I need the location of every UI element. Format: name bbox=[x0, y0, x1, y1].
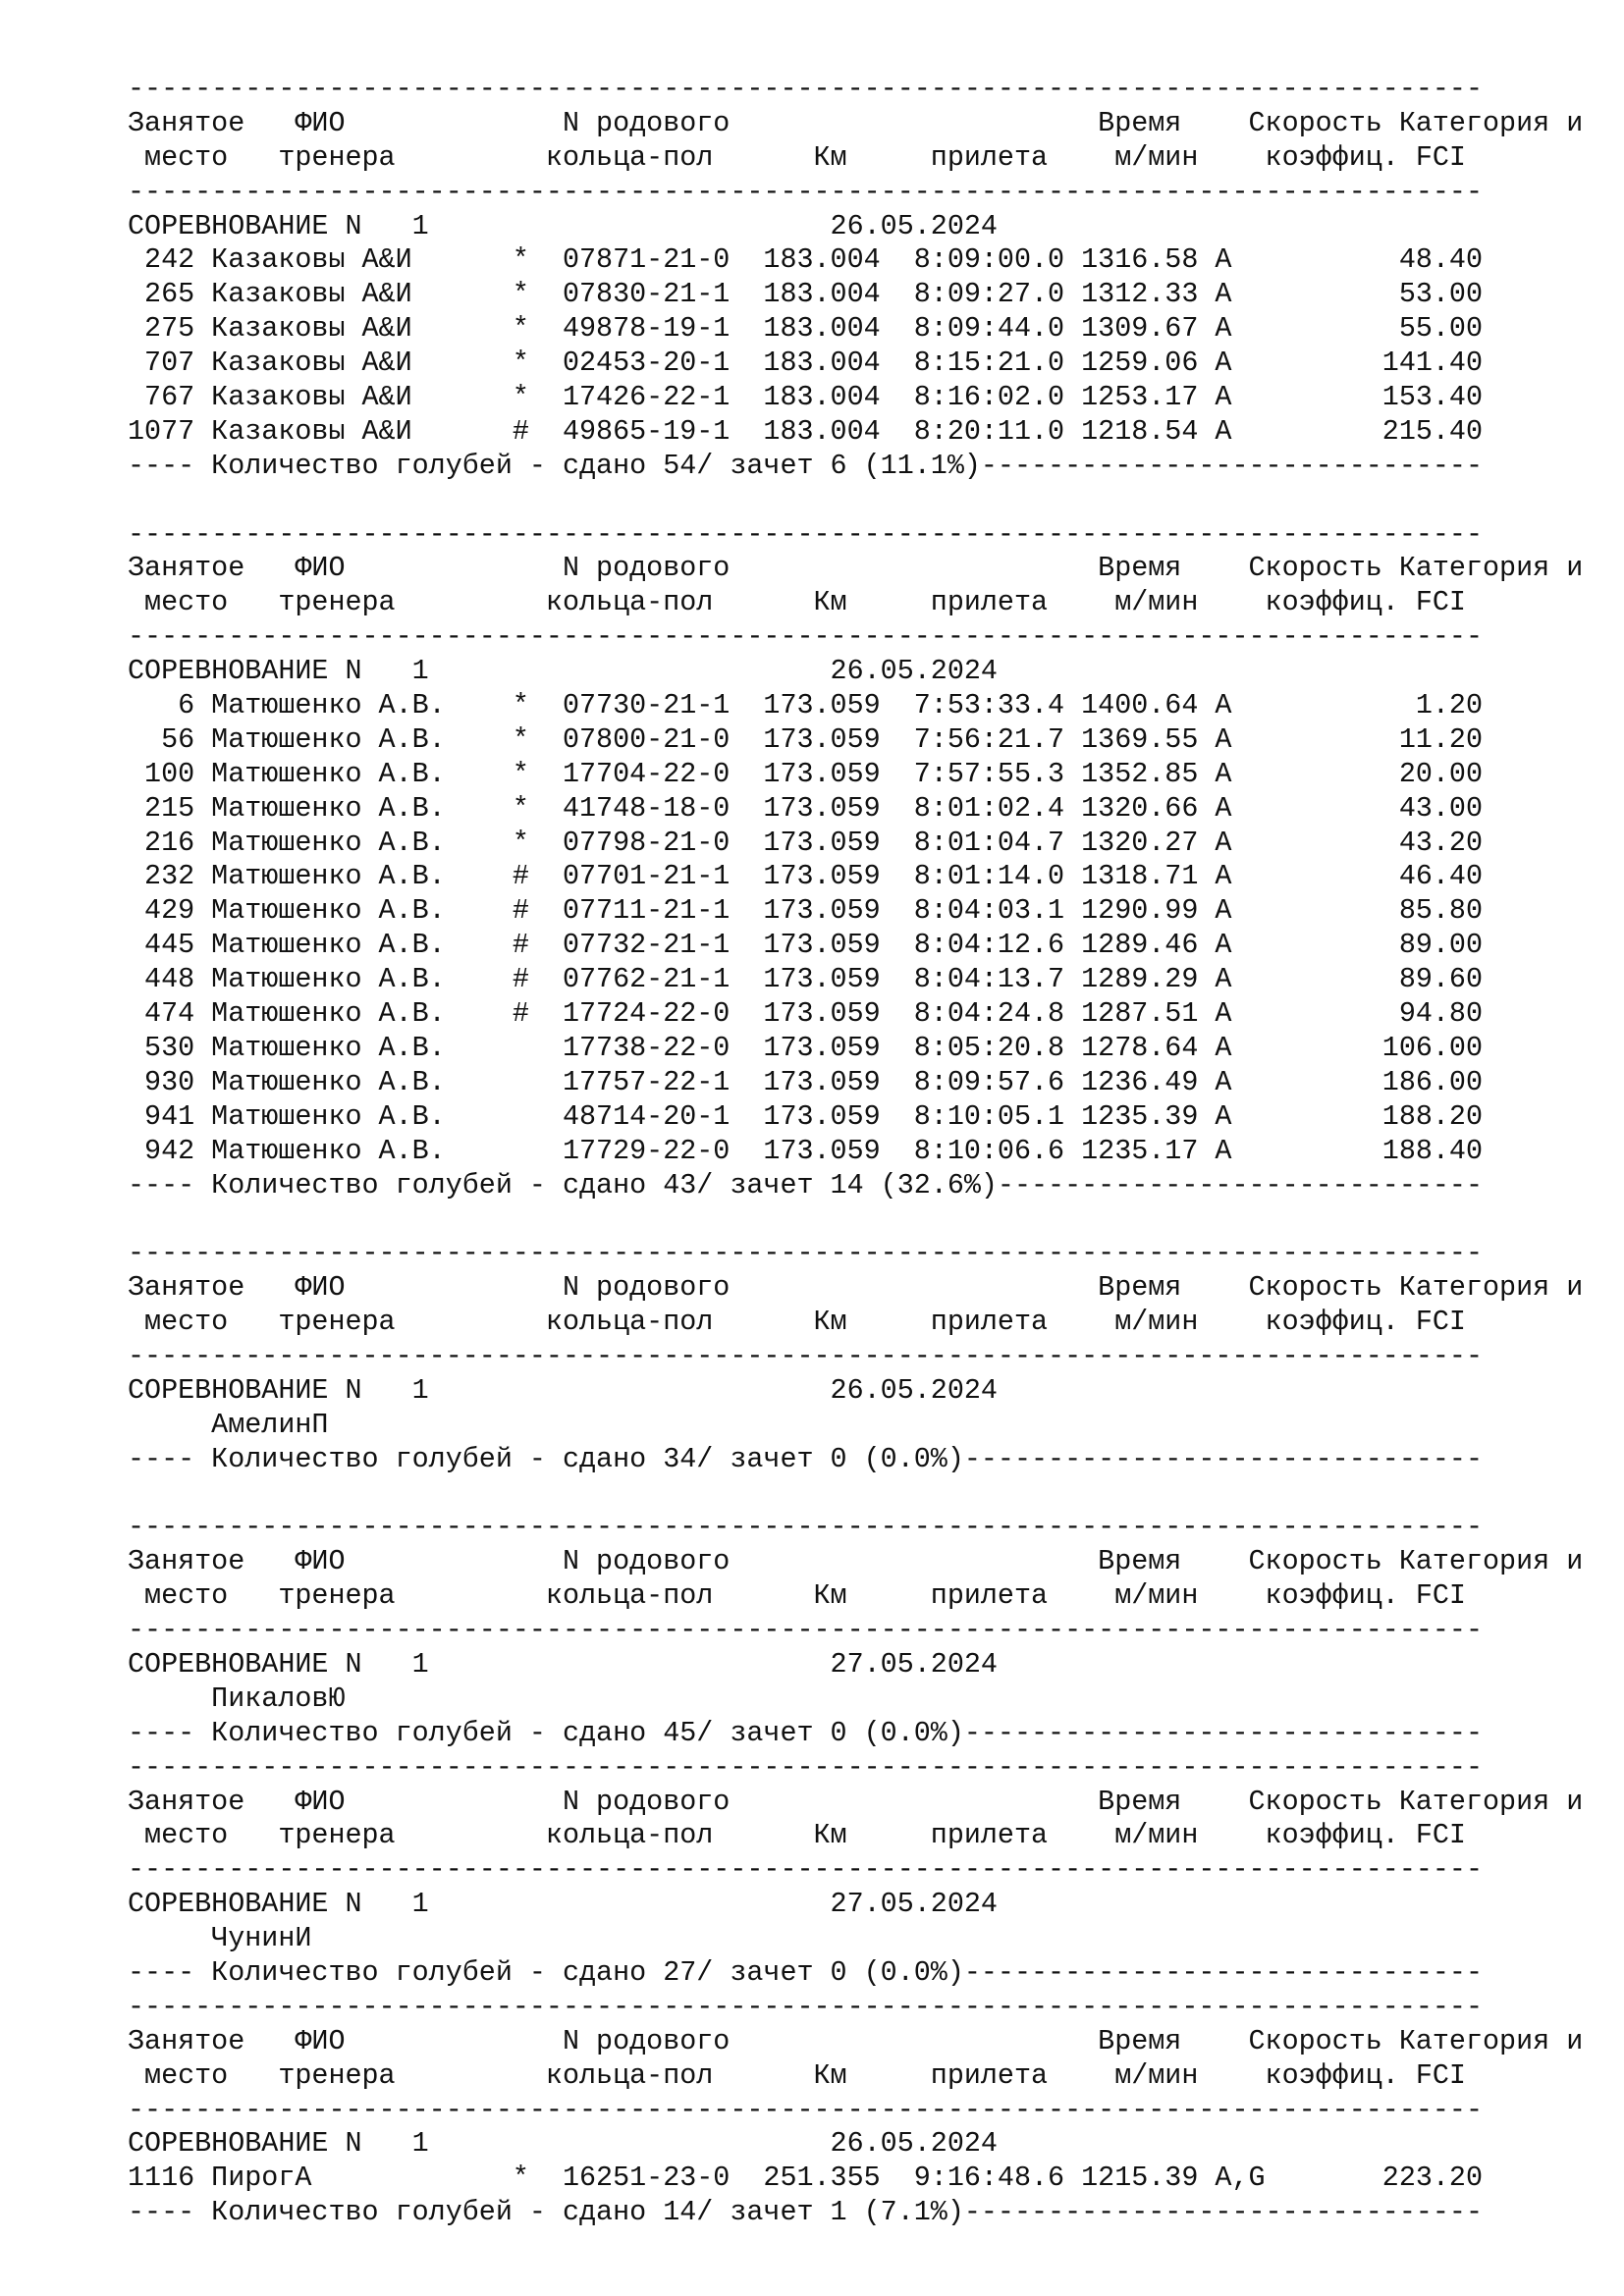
table-row: 707 Казаковы А&И * 02453-20-1 183.004 8:15:21.0 1259.06 A 141.40 bbox=[128, 347, 1484, 380]
header-rule: --------------------------------------------------------------------------------- bbox=[128, 517, 1484, 551]
header-rule: --------------------------------------------------------------------------------- bbox=[128, 1339, 1484, 1372]
header-rule: --------------------------------------------------------------------------------- bbox=[128, 2093, 1484, 2126]
competition-line: СОРЕВНОВАНИЕ N 1 26.05.2024 bbox=[128, 209, 998, 242]
column-headers-row-2: место тренера кольца-пол Км прилета м/мин коэффиц. FCI bbox=[128, 586, 1466, 619]
table-row: 941 Матюшенко А.В. 48714-20-1 173.059 8:10:05.1 1235.39 A 188.20 bbox=[128, 1099, 1484, 1133]
header-rule: --------------------------------------------------------------------------------- bbox=[128, 620, 1484, 654]
result-section bbox=[128, 518, 1600, 1203]
table-row: 275 Казаковы А&И * 49878-19-1 183.004 8:09:44.0 1309.67 A 55.00 bbox=[128, 312, 1484, 346]
table-row: 448 Матюшенко А.В. # 07762-21-1 173.059 8:04:13.7 1289.29 A 89.60 bbox=[128, 963, 1484, 996]
column-headers-row-2: место тренера кольца-пол Км прилета м/мин коэффиц. FCI bbox=[128, 1579, 1466, 1613]
table-row: 242 Казаковы А&И * 07871-21-0 183.004 8:09:00.0 1316.58 A 48.40 bbox=[128, 243, 1484, 277]
table-row: 215 Матюшенко А.В. * 41748-18-0 173.059 8:01:02.4 1320.66 A 43.00 bbox=[128, 791, 1484, 825]
column-headers-row-2: место тренера кольца-пол Км прилета м/мин коэффиц. FCI bbox=[128, 1306, 1466, 1339]
owner-name: ЧунинИ bbox=[128, 1922, 312, 1955]
column-headers-row-2: место тренера кольца-пол Км прилета м/мин коэффиц. FCI bbox=[128, 1819, 1466, 1852]
table-row: 429 Матюшенко А.В. # 07711-21-1 173.059 8:04:03.1 1290.99 A 85.80 bbox=[128, 894, 1484, 928]
summary-line: ---- Количество голубей - сдано 27/ зачет 0 (0.0%)------------------------------- bbox=[128, 1955, 1484, 1989]
result-section bbox=[128, 1237, 1600, 1476]
table-row: 474 Матюшенко А.В. # 17724-22-0 173.059 8:04:24.8 1287.51 A 94.80 bbox=[128, 997, 1484, 1031]
table-row: 6 Матюшенко А.В. * 07730-21-1 173.059 7:53:33.4 1400.64 A 1.20 bbox=[128, 689, 1484, 722]
table-row: 216 Матюшенко А.В. * 07798-21-0 173.059 8:01:04.7 1320.27 A 43.20 bbox=[128, 826, 1484, 859]
owner-name: АмелинП bbox=[128, 1408, 329, 1441]
competition-line: СОРЕВНОВАНИЕ N 1 26.05.2024 bbox=[128, 2127, 998, 2161]
header-rule: --------------------------------------------------------------------------------- bbox=[128, 73, 1484, 105]
header-rule: --------------------------------------------------------------------------------- bbox=[128, 1237, 1484, 1270]
summary-line: ---- Количество голубей - сдано 54/ зачет 6 (11.1%)------------------------------ bbox=[128, 449, 1484, 482]
table-row: 1077 Казаковы А&И # 49865-19-1 183.004 8:20:11.0 1218.54 A 215.40 bbox=[128, 414, 1484, 448]
result-section bbox=[128, 1751, 1600, 1991]
table-row: 530 Матюшенко А.В. 17738-22-0 173.059 8:05:20.8 1278.64 A 106.00 bbox=[128, 1031, 1484, 1064]
result-section bbox=[128, 73, 1600, 484]
header-rule: --------------------------------------------------------------------------------- bbox=[128, 1750, 1484, 1784]
table-row: 232 Матюшенко А.В. # 07701-21-1 173.059 8:01:14.0 1318.71 A 46.40 bbox=[128, 860, 1484, 893]
header-rule: --------------------------------------------------------------------------------- bbox=[128, 1990, 1484, 2023]
column-headers-row-1: Занятое ФИО N родового Время Скорость Категория и bbox=[128, 2024, 1584, 2057]
competition-line: СОРЕВНОВАНИЕ N 1 27.05.2024 bbox=[128, 1888, 998, 1921]
header-rule: --------------------------------------------------------------------------------- bbox=[128, 1853, 1484, 1887]
column-headers-row-1: Занятое ФИО N родового Время Скорость Категория и bbox=[128, 552, 1584, 585]
competition-line: СОРЕВНОВАНИЕ N 1 27.05.2024 bbox=[128, 1647, 998, 1681]
table-row: 767 Казаковы А&И * 17426-22-1 183.004 8:16:02.0 1253.17 A 153.40 bbox=[128, 381, 1484, 414]
summary-line: ---- Количество голубей - сдано 14/ зачет 1 (7.1%)------------------------------- bbox=[128, 2196, 1484, 2229]
table-row: 942 Матюшенко А.В. 17729-22-0 173.059 8:10:06.6 1235.17 A 188.40 bbox=[128, 1134, 1484, 1167]
summary-line: ---- Количество голубей - сдано 43/ зачет 14 (32.6%)----------------------------- bbox=[128, 1168, 1484, 1201]
header-rule: --------------------------------------------------------------------------------- bbox=[128, 175, 1484, 208]
table-row: 445 Матюшенко А.В. # 07732-21-1 173.059 8:04:12.6 1289.46 A 89.00 bbox=[128, 929, 1484, 962]
column-headers-row-1: Занятое ФИО N родового Время Скорость Категория и bbox=[128, 1785, 1584, 1818]
table-row: 56 Матюшенко А.В. * 07800-21-0 173.059 7:56:21.7 1369.55 A 11.20 bbox=[128, 722, 1484, 756]
table-row: 100 Матюшенко А.В. * 17704-22-0 173.059 7:57:55.3 1352.85 A 20.00 bbox=[128, 757, 1484, 790]
column-headers-row-1: Занятое ФИО N родового Время Скорость Категория и bbox=[128, 106, 1584, 139]
owner-name: ПикаловЮ bbox=[128, 1682, 346, 1715]
table-row: 930 Матюшенко А.В. 17757-22-1 173.059 8:09:57.6 1236.49 A 186.00 bbox=[128, 1065, 1484, 1098]
column-headers-row-2: место тренера кольца-пол Км прилета м/мин коэффиц. FCI bbox=[128, 2058, 1466, 2092]
competition-line: СОРЕВНОВАНИЕ N 1 26.05.2024 bbox=[128, 655, 998, 688]
column-headers-row-2: место тренера кольца-пол Км прилета м/мин коэффиц. FCI bbox=[128, 140, 1466, 174]
competition-line: СОРЕВНОВАНИЕ N 1 26.05.2024 bbox=[128, 1373, 998, 1407]
summary-line: ---- Количество голубей - сдано 45/ зачет 0 (0.0%)------------------------------- bbox=[128, 1716, 1484, 1749]
result-section bbox=[128, 1991, 1600, 2230]
header-rule: --------------------------------------------------------------------------------- bbox=[128, 1614, 1484, 1647]
summary-line: ---- Количество голубей - сдано 34/ зачет 0 (0.0%)------------------------------- bbox=[128, 1442, 1484, 1475]
result-section bbox=[128, 1511, 1600, 1750]
results-printout bbox=[128, 73, 1600, 2230]
column-headers-row-1: Занятое ФИО N родового Время Скорость Категория и bbox=[128, 1545, 1584, 1578]
table-row: 1116 ПирогА * 16251-23-0 251.355 9:16:48.6 1215.39 A,G 223.20 bbox=[128, 2162, 1484, 2195]
table-row: 265 Казаковы А&И * 07830-21-1 183.004 8:09:27.0 1312.33 A 53.00 bbox=[128, 278, 1484, 311]
header-rule: --------------------------------------------------------------------------------- bbox=[128, 1511, 1484, 1544]
column-headers-row-1: Занятое ФИО N родового Время Скорость Категория и bbox=[128, 1271, 1584, 1305]
